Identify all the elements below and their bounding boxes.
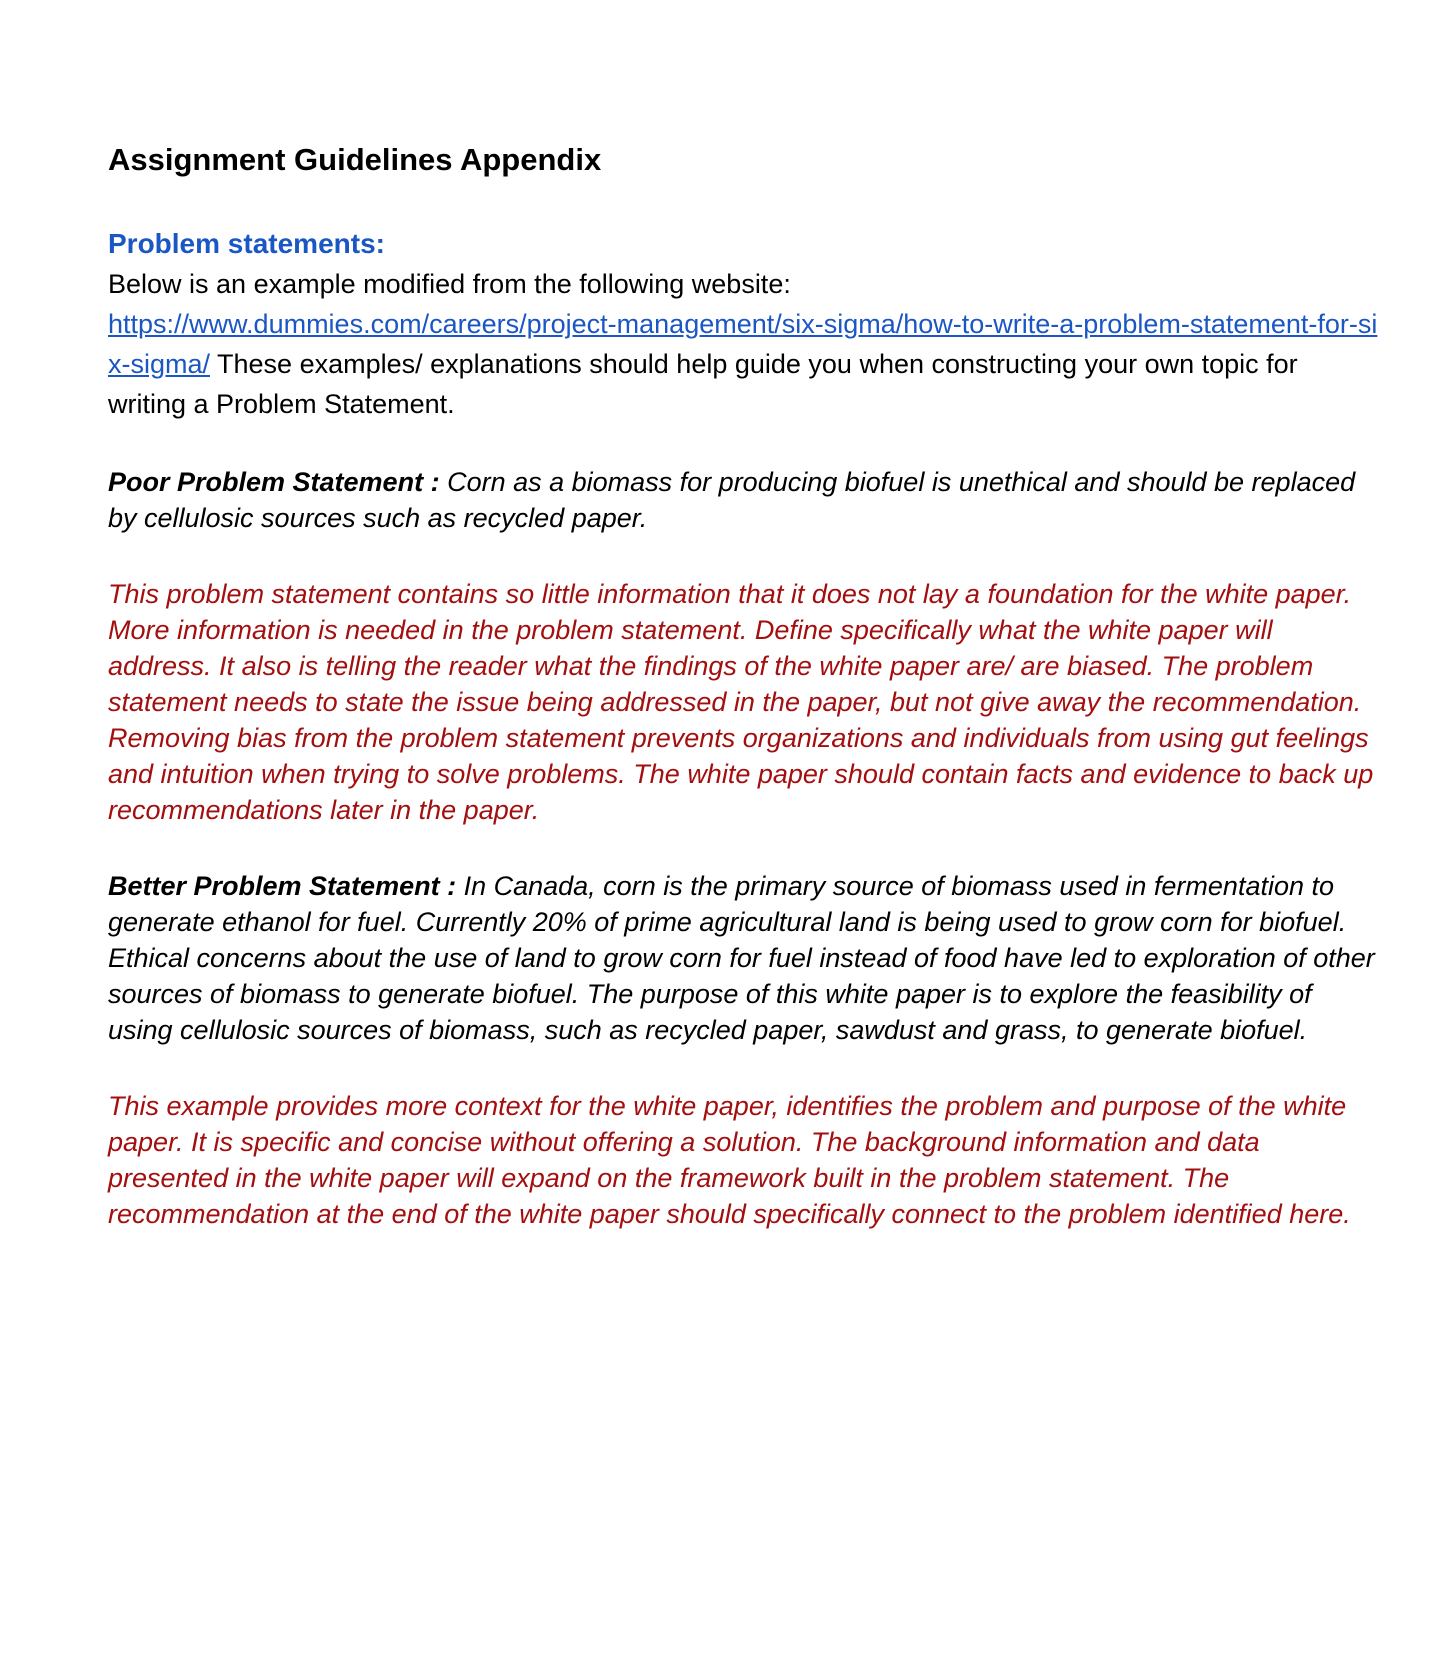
better-statement-text: In Canada, corn is the primary source of biomass used in fermentation to generate ethanol for fuel. Currently 20% of prime agricultural land is being used to grow corn for biofuel. Ethical concerns about the use of land to grow corn for fuel instead of food have led to exploration of other sources of biomass to generate biofuel. The purpose of this white paper is to explore the feasibility of using cellulosic sources of biomass, such as recycled paper, sawdust and grass, to generate biofuel. <box>108 871 1375 1045</box>
document-page <box>108 140 1380 1232</box>
better-statement <box>108 868 1380 1048</box>
section-heading: Problem statements: <box>108 228 385 259</box>
document-title: Assignment Guidelines Appendix <box>108 142 602 177</box>
intro-paragraph <box>108 264 1380 424</box>
intro-continuation: These examples/ explanations should help guide you when constructing your own topic for writing a Problem Statement. <box>108 349 1298 419</box>
source-link[interactable]: https://www.dummies.com/careers/project-management/six-sigma/how-to-write-a-problem-statement-for-six-sigma/ <box>108 309 1378 379</box>
poor-statement-label: Poor Problem Statement : <box>108 467 440 497</box>
intro-line: Below is an example modified from the following website: <box>108 269 791 299</box>
poor-statement-text: Corn as a biomass for producing biofuel is unethical and should be replaced by cellulosic sources such as recycled paper. <box>108 467 1356 533</box>
poor-statement-comment: This problem statement contains so little information that it does not lay a foundation for the white paper. More information is needed in the problem statement. Define specifically what the white paper will address. It also is telling the reader what the findings of the white paper are/ are biased. The problem statement needs to state the issue being addressed in the paper, but not give away the recommendation. Removing bias from the problem statement prevents organizations and individuals from using gut feelings and intuition when trying to solve problems. The white paper should contain facts and evidence to back up recommendations later in the paper. <box>108 579 1374 825</box>
better-statement-comment: This example provides more context for the white paper, identifies the problem and purpose of the white paper. It is specific and concise without offering a solution. The background information and data presented in the white paper will expand on the framework built in the problem statement. The recommendation at the end of the white paper should specifically connect to the problem identified here. <box>108 1091 1351 1229</box>
poor-statement <box>108 464 1380 536</box>
better-statement-label: Better Problem Statement : <box>108 871 457 901</box>
